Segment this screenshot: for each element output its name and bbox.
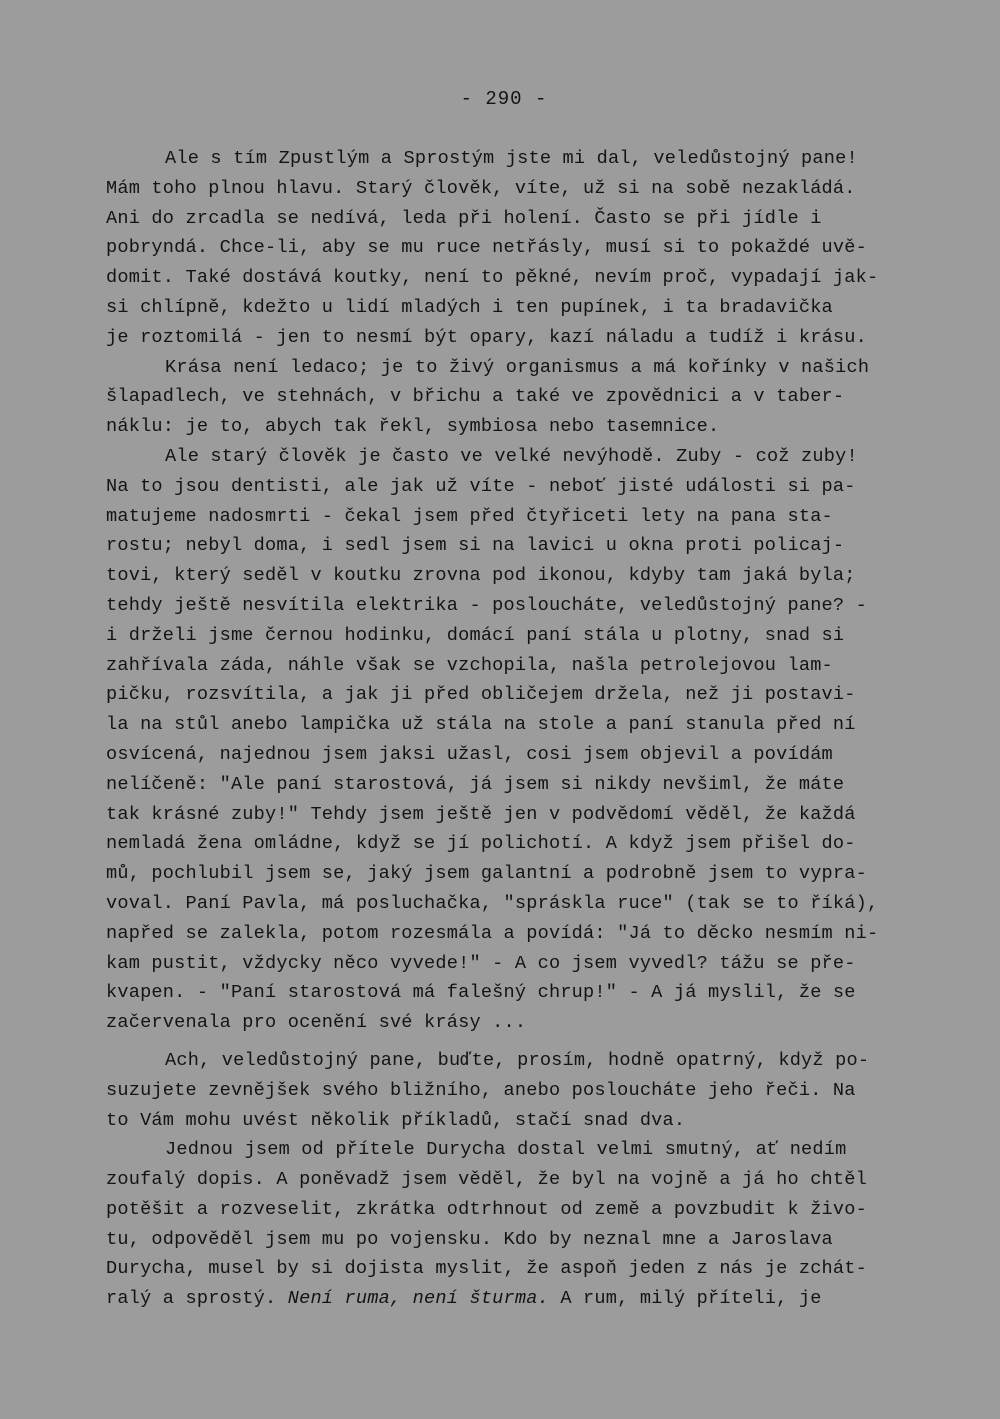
- text-line: nelíčeně: "Ale paní starostová, já jsem si nikdy nevšiml, že máte: [106, 773, 845, 795]
- text-line: rostu; nebyl doma, i sedl jsem si na lavici u okna proti policaj-: [106, 535, 845, 557]
- text-line: napřed se zalekla, potom rozesmála a povídá: "Já to děcko nesmím ni-: [106, 922, 879, 944]
- text-line: si chlípně, kdežto u lidí mladých i ten pupínek, i ta bradavička: [106, 296, 833, 318]
- paragraph: [106, 442, 936, 1038]
- text-span: ralý a sprostý.: [106, 1288, 288, 1310]
- text-line: nemladá žena omládne, když se jí polichotí. A když jsem přišel do-: [106, 833, 856, 855]
- text-line: osvícená, najednou jsem jaksi užasl, cosi jsem objevil a povídám: [106, 743, 833, 765]
- text-line: mů, pochlubil jsem se, jaký jsem galantní a podrobně jsem to vypra-: [106, 863, 867, 885]
- text-line: la na stůl anebo lampička už stála na stole a paní stanula před ní: [106, 714, 856, 736]
- page-number: - 290 -: [460, 88, 548, 110]
- paragraph: [106, 353, 936, 442]
- text-line: voval. Paní Pavla, má posluchačka, "spráskla ruce" (tak se to říká),: [106, 892, 879, 914]
- text-line: Durycha, musel by si dojista myslit, že aspoň jeden z nás je zchát-: [106, 1258, 867, 1280]
- body-text: [106, 144, 936, 1314]
- paragraph: [106, 1046, 936, 1135]
- text-line: matujeme nadosmrti - čekal jsem před čtyřiceti lety na pana sta-: [106, 505, 833, 527]
- text-line: tu, odpověděl jsem mu po vojensku. Kdo by neznal mne a Jaroslava: [106, 1228, 833, 1250]
- text-line: začervenala pro ocenění své krásy ...: [106, 1012, 527, 1034]
- text-line: pobryndá. Chce-li, aby se mu ruce netřásly, musí si to pokaždé uvě-: [106, 237, 867, 259]
- text-line: i drželi jsme černou hodinku, domácí paní stála u plotny, snad si: [106, 624, 845, 646]
- paragraph: [106, 1135, 936, 1314]
- text-line: Ach, veledůstojný pane, buďte, prosím, hodně opatrný, když po-: [165, 1049, 870, 1071]
- text-line: domit. Také dostává koutky, není to pěkné, nevím proč, vypadají jak-: [106, 267, 879, 289]
- text-line: Ale starý člověk je často ve velké nevýhodě. Zuby - což zuby!: [165, 445, 858, 467]
- text-line: Ale s tím Zpustlým a Sprostým jste mi dal, veledůstojný pane!: [165, 148, 858, 169]
- text-line: tak krásné zuby!" Tehdy jsem ještě jen v podvědomí věděl, že každá: [106, 803, 856, 825]
- text-span: A rum, milý příteli, je: [548, 1288, 822, 1310]
- italic-phrase: Není ruma, není šturma.: [287, 1288, 549, 1310]
- paragraph-gap: [106, 1038, 936, 1046]
- text-line: šlapadlech, ve stehnách, v břichu a také ve zpovědnici a v taber-: [106, 386, 845, 408]
- text-line: Na to jsou dentisti, ale jak už víte - neboť jisté události si pa-: [106, 475, 856, 497]
- text-line: [106, 1284, 936, 1314]
- text-line: zahřívala záda, náhle však se vzchopila, našla petrolejovou lam-: [106, 654, 833, 676]
- text-line: tovi, který seděl v koutku zrovna pod ikonou, kdyby tam jaká byla;: [106, 565, 856, 587]
- text-line: to Vám mohu uvést několik příkladů, stačí snad dva.: [106, 1109, 686, 1131]
- text-line: Jednou jsem od přítele Durycha dostal velmi smutný, ať nedím: [165, 1139, 847, 1161]
- text-line: kam pustit, vždycky něco vyvede!" - A co jsem vyvedl? tážu se pře-: [106, 952, 856, 974]
- text-line: zoufalý dopis. A poněvadž jsem věděl, že byl na vojně a já ho chtěl: [106, 1169, 867, 1191]
- text-line: pičku, rozsvítila, a jak ji před obličejem držela, než ji postavi-: [106, 684, 856, 706]
- text-line: Krása není ledaco; je to živý organismus a má kořínky v našich: [165, 356, 870, 378]
- text-line: je roztomilá - jen to nesmí být opary, kazí náladu a tudíž i krásu.: [106, 326, 867, 348]
- text-line: potěšit a rozveselit, zkrátka odtrhnout od země a povzbudit k živo-: [106, 1198, 867, 1220]
- paragraph: [106, 144, 936, 353]
- text-line: tehdy ještě nesvítila elektrika - posloucháte, veledůstojný pane? -: [106, 594, 867, 616]
- text-line: Mám toho plnou hlavu. Starý člověk, víte, už si na sobě nezakládá.: [106, 177, 856, 199]
- text-line: suzujete zevnějšek svého bližního, anebo posloucháte jeho řeči. Na: [106, 1079, 856, 1101]
- text-line: Ani do zrcadla se nedívá, leda při holení. Často se při jídle i: [106, 207, 822, 229]
- text-line: kvapen. - "Paní starostová má falešný chrup!" - A já myslil, že se: [106, 982, 856, 1004]
- text-line: náklu: je to, abych tak řekl, symbiosa nebo tasemnice.: [106, 416, 720, 438]
